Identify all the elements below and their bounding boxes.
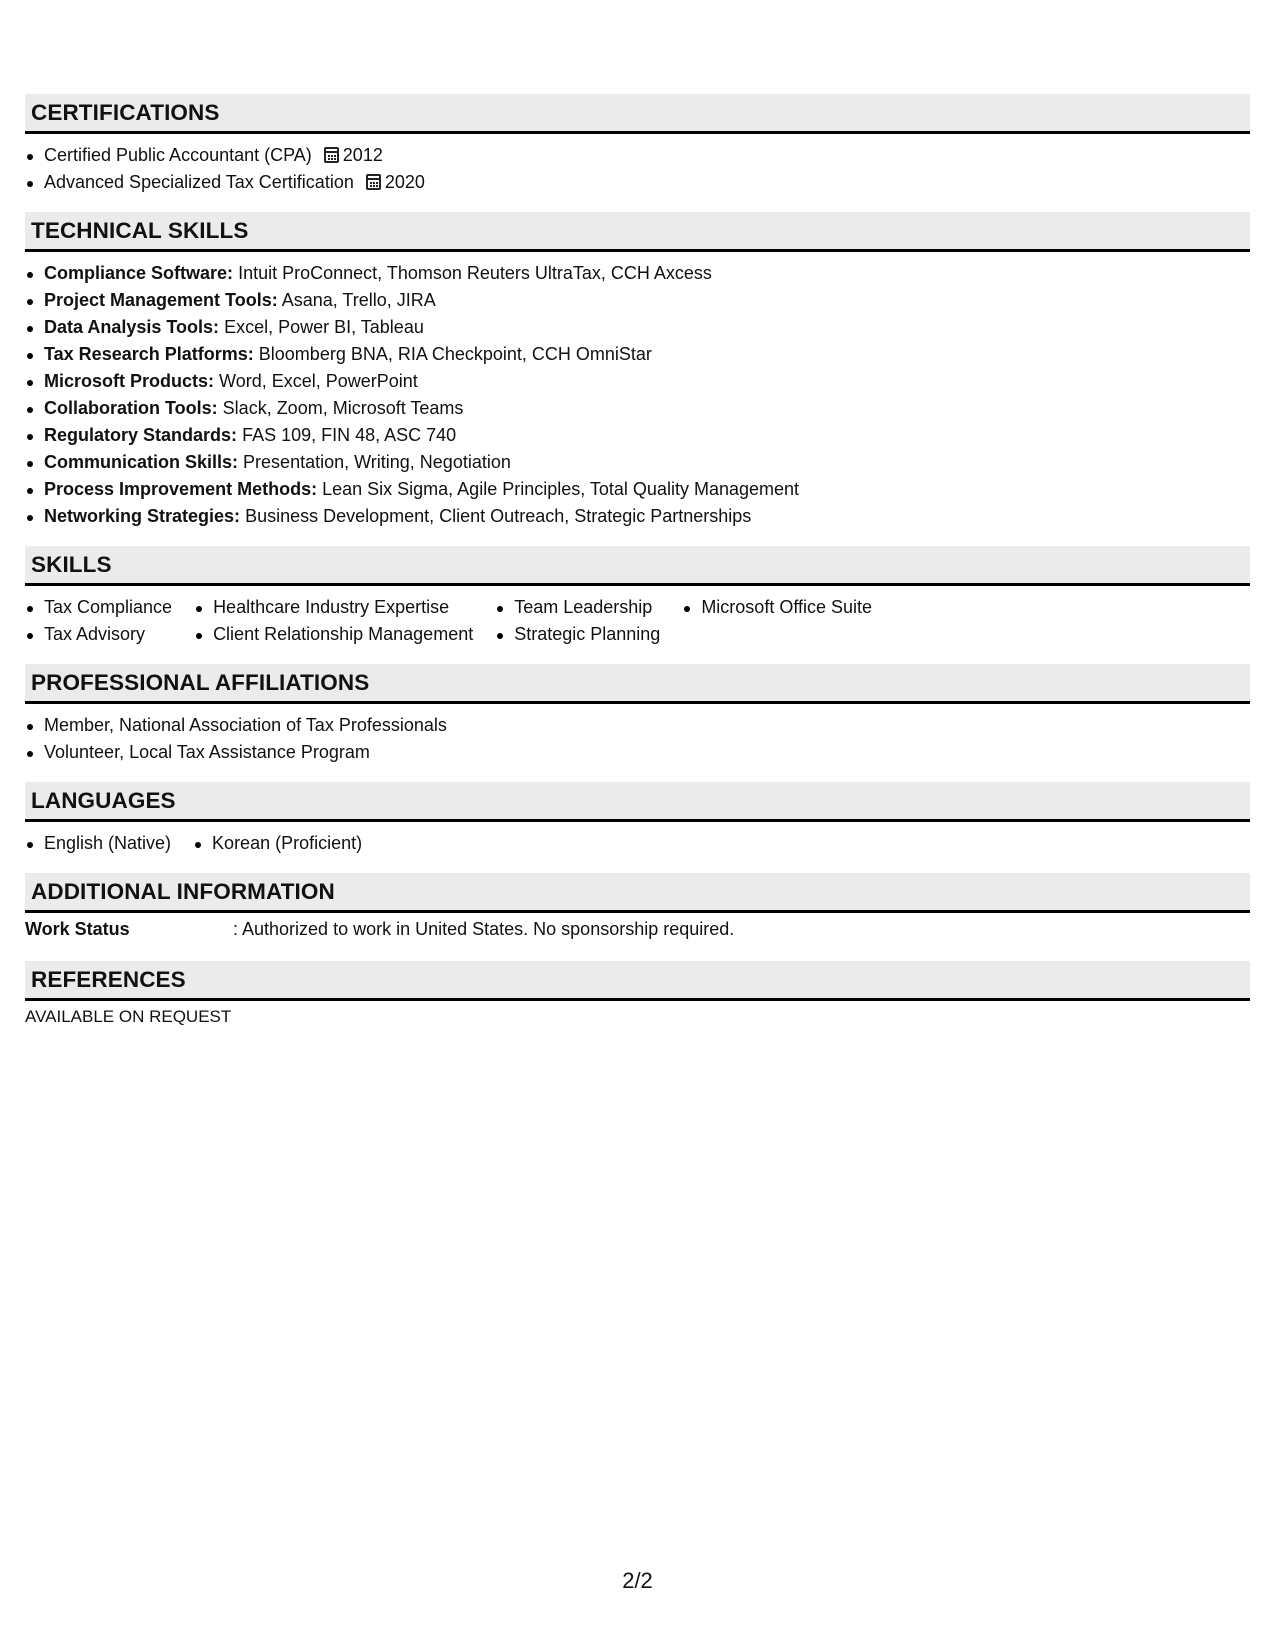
section-heading: CERTIFICATIONS [25,94,1250,134]
section-heading: PROFESSIONAL AFFILIATIONS [25,664,1250,704]
list-item [25,422,1250,449]
references-section [25,961,1250,1027]
list-item: Strategic Planning [495,621,660,648]
list-item [25,260,1250,287]
certification-name: Advanced Specialized Tax Certification [44,172,354,192]
list-item: Tax Advisory [25,621,172,648]
list-item [25,368,1250,395]
skills-column [495,594,660,648]
skills-column [25,594,172,648]
list-item [25,449,1250,476]
section-heading: REFERENCES [25,961,1250,1001]
skills-column [682,594,872,648]
work-status-value: : Authorized to work in United States. No sponsorship required. [233,919,735,939]
certification-year: 2020 [384,172,425,192]
list-item: Member, National Association of Tax Professionals [25,712,1250,739]
calendar-icon [324,147,339,163]
technical-skills-section [25,212,1250,530]
skill-label: Regulatory Standards: [44,425,238,445]
skills-section [25,546,1250,648]
calendar-icon [366,174,381,190]
skill-value: FAS 109, FIN 48, ASC 740 [242,425,457,445]
list-item [25,395,1250,422]
affiliations-list [25,712,1250,766]
skill-label: Microsoft Products: [44,371,215,391]
skill-value: Word, Excel, PowerPoint [219,371,418,391]
skill-value: Asana, Trello, JIRA [281,290,436,310]
technical-skills-list [25,260,1250,530]
list-item [25,169,1250,196]
skill-value: Business Development, Client Outreach, Strategic Partnerships [245,506,752,526]
skill-value: Slack, Zoom, Microsoft Teams [222,398,464,418]
list-item: Volunteer, Local Tax Assistance Program [25,739,1250,766]
languages-section [25,782,1250,857]
work-status-label: Work Status [25,919,130,939]
skill-label: Tax Research Platforms: [44,344,254,364]
list-item: Tax Compliance [25,594,172,621]
skill-label: Collaboration Tools: [44,398,218,418]
certifications-list [25,142,1250,196]
list-item [25,142,1250,169]
list-item [25,314,1250,341]
certification-year: 2012 [342,145,383,165]
resume-page [25,94,1250,1043]
skill-label: Compliance Software: [44,263,234,283]
list-item: Microsoft Office Suite [682,594,872,621]
work-status-row [25,913,1250,945]
list-item [25,287,1250,314]
languages-list [25,830,1250,857]
section-heading: LANGUAGES [25,782,1250,822]
skill-label: Process Improvement Methods: [44,479,318,499]
skill-value: Intuit ProConnect, Thomson Reuters UltraTax, CCH Axcess [238,263,712,283]
skills-columns [25,586,1250,648]
skill-value: Presentation, Writing, Negotiation [243,452,511,472]
list-item [25,503,1250,530]
list-item: Team Leadership [495,594,660,621]
skills-column [194,594,473,648]
list-item: Healthcare Industry Expertise [194,594,473,621]
skill-label: Communication Skills: [44,452,239,472]
references-text: AVAILABLE ON REQUEST [25,1007,232,1026]
skill-value: Excel, Power BI, Tableau [224,317,424,337]
page-number: 2/2 [622,1568,653,1593]
affiliations-section [25,664,1250,766]
section-heading: ADDITIONAL INFORMATION [25,873,1250,913]
skill-label: Project Management Tools: [44,290,278,310]
list-item: English (Native) [25,830,171,857]
skill-label: Networking Strategies: [44,506,241,526]
list-item [25,476,1250,503]
list-item: Korean (Proficient) [193,830,362,857]
section-heading: TECHNICAL SKILLS [25,212,1250,252]
skill-value: Lean Six Sigma, Agile Principles, Total Quality Management [322,479,800,499]
skill-label: Data Analysis Tools: [44,317,220,337]
certification-name: Certified Public Accountant (CPA) [44,145,312,165]
list-item [25,341,1250,368]
additional-info-section [25,873,1250,945]
list-item: Client Relationship Management [194,621,473,648]
certifications-section [25,94,1250,196]
section-heading: SKILLS [25,546,1250,586]
skill-value: Bloomberg BNA, RIA Checkpoint, CCH OmniStar [258,344,652,364]
